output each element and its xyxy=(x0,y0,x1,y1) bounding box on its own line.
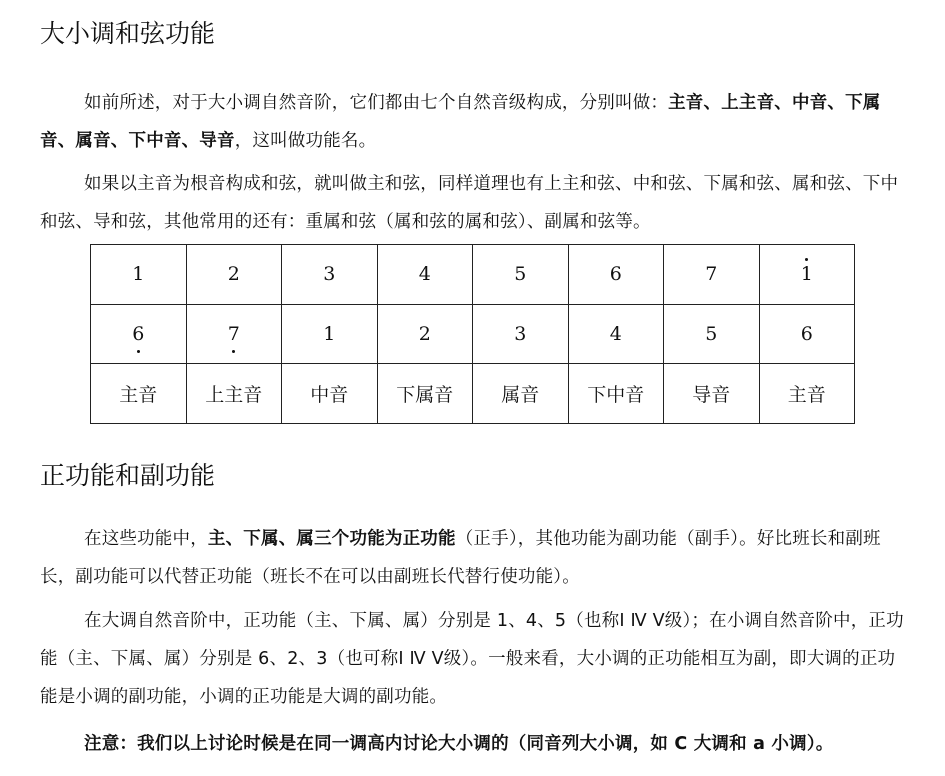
table-cell: 1 xyxy=(282,304,378,364)
table-cell: 导音 xyxy=(664,364,760,424)
table-cell: 6 xyxy=(759,304,855,364)
paragraph-primary-functions xyxy=(40,520,910,596)
paragraph-text: 在这些功能中， xyxy=(84,529,208,549)
scale-degree-table xyxy=(90,244,855,424)
section-title-primary-secondary: 正功能和副功能 xyxy=(40,461,216,490)
table-cell: 3 xyxy=(473,304,569,364)
table-cell-low-7 xyxy=(186,304,282,364)
table-cell: 5 xyxy=(664,304,760,364)
table-cell: 上主音 xyxy=(186,364,282,424)
table-cell: 属音 xyxy=(473,364,569,424)
table-cell-low-6 xyxy=(91,304,187,364)
function-names-bold: 主音、上主音、中音、下属音、属音、下中音、导音 xyxy=(40,93,881,151)
table-row-minor-degrees xyxy=(91,304,855,364)
table-cell: 下属音 xyxy=(377,364,473,424)
table-row-function-names xyxy=(91,364,855,424)
table-cell: 2 xyxy=(186,245,282,305)
table-row-major-degrees xyxy=(91,245,855,305)
table-cell: 主音 xyxy=(91,364,187,424)
paragraph-text: ，这叫做功能名。 xyxy=(234,131,377,151)
table-cell: 3 xyxy=(282,245,378,305)
high-octave-digit: 1 xyxy=(800,263,813,286)
table-cell: 主音 xyxy=(759,364,855,424)
paragraph-chord-names: 如果以主音为根音构成和弦，就叫做主和弦，同样道理也有上主和弦、中和弦、下属和弦、属和弦、下中和弦、导和弦，其他常用的还有：重属和弦（属和弦的属和弦）、副属和弦等。 xyxy=(40,174,899,232)
table-cell: 中音 xyxy=(282,364,378,424)
table-cell: 下中音 xyxy=(568,364,664,424)
primary-functions-bold: 主、下属、属三个功能为正功能 xyxy=(207,529,456,549)
paragraph-major-minor-functions: 在大调自然音阶中，正功能（主、下属、属）分别是 1、4、5（也称Ⅰ Ⅳ Ⅴ级）；在小调自然音阶中，正功能（主、下属、属）分别是 6、2、3（也可称Ⅰ Ⅳ Ⅴ级）。一般来看，大小调的正功能相互为副，即大调的正功能是小调的副功能，小调的正功能是大调的副功能。 xyxy=(40,611,904,707)
low-octave-digit: 6 xyxy=(132,322,145,345)
table-cell-high-tonic xyxy=(759,245,855,305)
table-cell: 7 xyxy=(664,245,760,305)
paragraph-function-names xyxy=(40,84,910,160)
table-cell: 1 xyxy=(91,245,187,305)
table-cell: 4 xyxy=(377,245,473,305)
paragraph-text: 如前所述，对于大小调自然音阶，它们都由七个自然音级构成，分别叫做： xyxy=(84,93,669,113)
table-cell: 6 xyxy=(568,245,664,305)
low-octave-digit: 7 xyxy=(227,322,240,345)
table-cell: 5 xyxy=(473,245,569,305)
section-title-chord-functions: 大小调和弦功能 xyxy=(40,19,216,48)
note-paragraph: 注意：我们以上讨论时候是在同一调高内讨论大小调的（同音列大小调，如 C 大调和 a 小调）。 xyxy=(84,734,834,754)
table-cell: 2 xyxy=(377,304,473,364)
table-cell: 4 xyxy=(568,304,664,364)
paragraph-text: （正手），其他功能为副功能（副手）。好比班长和副班长，副功能可以代替正功能（班长不在可以由副班长代替行使功能）。 xyxy=(40,529,881,587)
